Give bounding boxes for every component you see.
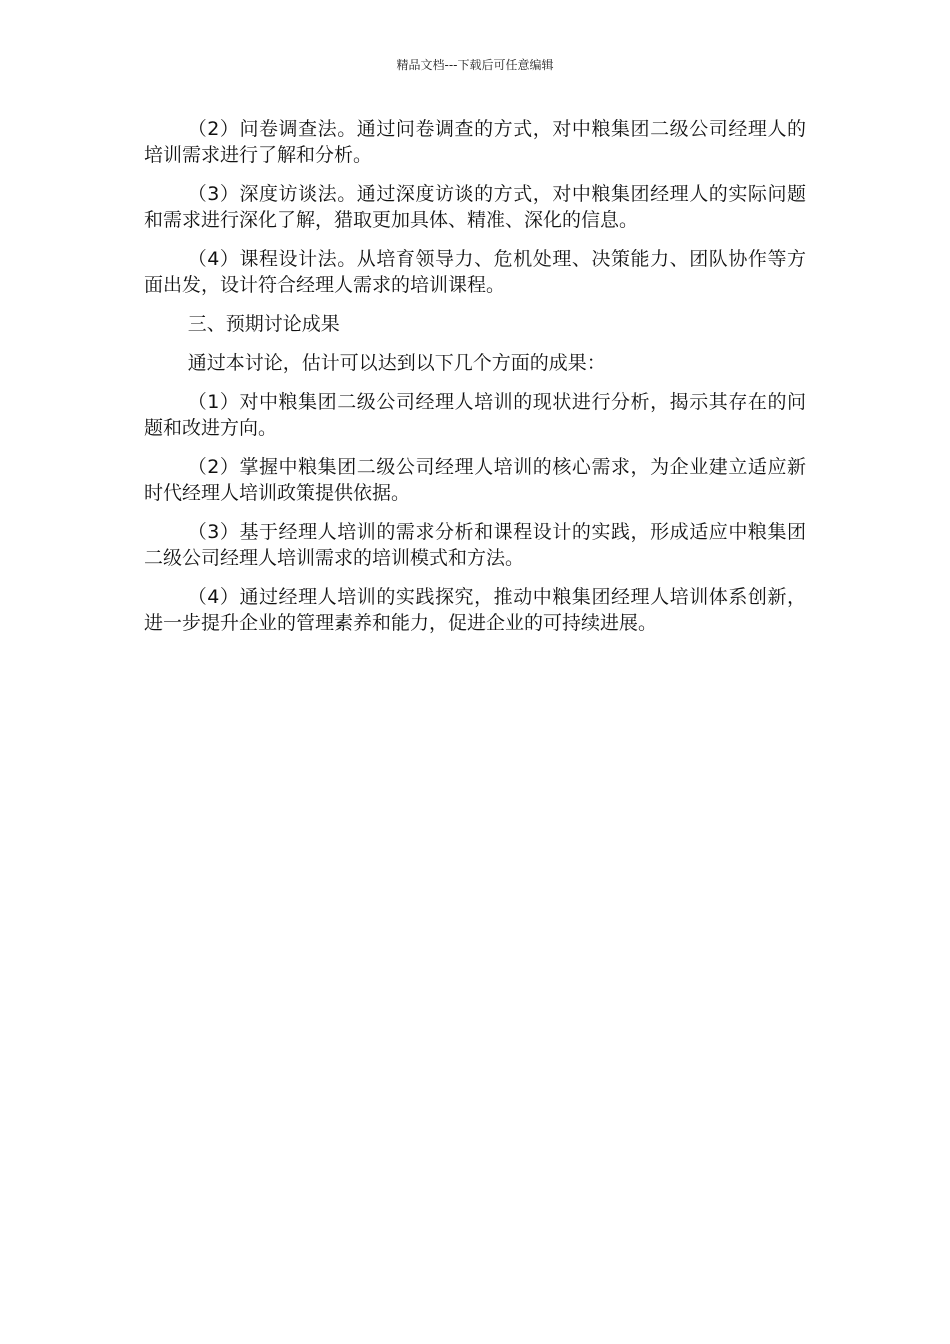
page-header: 精品文档---下载后可任意编辑 bbox=[396, 58, 554, 72]
outcome-paragraph-1: （1）对中粮集团二级公司经理人培训的现状进行分析，揭示其存在的问题和改进方向。 bbox=[144, 391, 806, 439]
outcome-paragraph-2: （2）掌握中粮集团二级公司经理人培训的核心需求，为企业建立适应新时代经理人培训政策提供依据。 bbox=[144, 456, 806, 504]
method-paragraph-2: （2）问卷调查法。通过问卷调查的方式，对中粮集团二级公司经理人的培训需求进行了解和分析。 bbox=[144, 118, 806, 166]
outcomes-intro: 通过本讨论，估计可以达到以下几个方面的成果： bbox=[187, 352, 606, 374]
method-paragraph-3: （3）深度访谈法。通过深度访谈的方式，对中粮集团经理人的实际问题和需求进行深化了解，猎取更加具体、精准、深化的信息。 bbox=[144, 183, 806, 231]
section-heading: 三、预期讨论成果 bbox=[187, 313, 340, 335]
outcome-paragraph-3: （3）基于经理人培训的需求分析和课程设计的实践，形成适应中粮集团二级公司经理人培训需求的培训模式和方法。 bbox=[144, 521, 806, 569]
outcome-paragraph-4: （4）通过经理人培训的实践探究，推动中粮集团经理人培训体系创新，进一步提升企业的管理素养和能力，促进企业的可持续进展。 bbox=[144, 586, 806, 634]
document-body bbox=[144, 116, 806, 649]
method-paragraph-4: （4）课程设计法。从培育领导力、危机处理、决策能力、团队协作等方面出发，设计符合经理人需求的培训课程。 bbox=[144, 248, 806, 296]
